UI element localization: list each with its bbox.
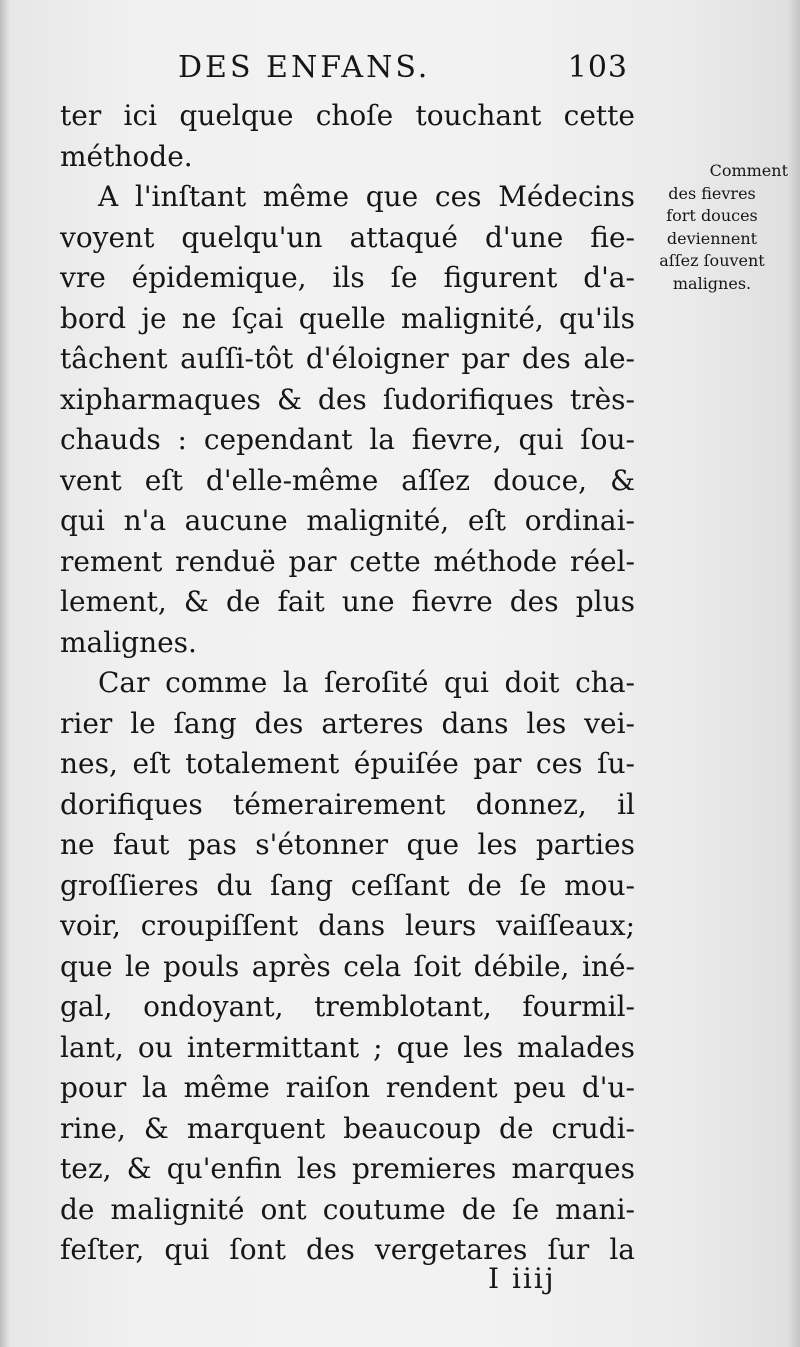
text-line: qui n'a aucune malignité, eſt ordinai- [60, 504, 635, 537]
signature-mark: I iiij [488, 1262, 556, 1295]
text-line: A l'inſtant même que ces Médecins [98, 180, 635, 213]
text-line: vent eſt d'elle-même aſſez douce, & [60, 463, 635, 497]
running-title: DES ENFANS. [178, 50, 431, 85]
text-line: gal, ondoyant, tremblotant, fourmil- [60, 990, 635, 1023]
text-line: bord je ne ſçai quelle malignité, qu'ils [60, 301, 635, 335]
text-line: voyent quelqu'un attaqué d'une fie- [60, 220, 635, 254]
text-line: nes, eſt totalement épuiſée par ces ſu- [60, 747, 635, 780]
text-line: pour la même raiſon rendent peu d'u- [60, 1071, 635, 1104]
text-line: groſſieres du ſang ceſſant de ſe mou- [60, 868, 635, 902]
margin-note [636, 160, 788, 295]
text-line: malignes. [60, 625, 197, 659]
text-line: méthode. [60, 139, 193, 173]
text-line: de malignité ont coutume de ſe mani- [60, 1192, 635, 1226]
text-line: que le pouls après cela ſoit débile, iné- [60, 949, 635, 983]
page-edge-shadow-left [0, 0, 10, 1347]
text-line: feſter, qui ſont des vergetares ſur la [60, 1233, 635, 1266]
margin-note-line: malignes. [672, 273, 752, 293]
text-line: Car comme la ſeroſité qui doit cha- [98, 666, 635, 699]
text-line: tez, & qu'enfin les premieres marques [60, 1152, 635, 1185]
page-number: 103 [567, 50, 628, 85]
running-header [178, 50, 628, 90]
text-line: rine, & marquent beaucoup de crudi- [60, 1111, 635, 1145]
text-line: lant, ou intermittant ; que les malades [60, 1030, 635, 1064]
text-line: ne faut pas s'étonner que les parties [60, 828, 635, 861]
text-line: voir, croupiſſent dans leurs vaiſſeaux; [60, 909, 635, 942]
text-line: dorifiques témerairement donnez, il [60, 787, 635, 821]
text-line: vre épidemique, ils ſe figurent d'a- [60, 261, 635, 294]
page-edge-shadow-right [788, 0, 800, 1347]
margin-note-line: fort douces [666, 206, 758, 225]
text-line: chauds : cependant la fievre, qui ſou- [60, 423, 635, 456]
text-line: tâchent auſſi-tôt d'éloigner par des ale- [60, 342, 635, 375]
text-line: xipharmaques & des ſudorifiques très- [60, 382, 635, 416]
text-line: ter ici quelque choſe touchant cette [60, 99, 635, 132]
margin-note-line: deviennent [666, 228, 758, 248]
body-text [60, 96, 635, 1271]
text-line: rier le ſang des arteres dans les vei- [60, 706, 635, 740]
margin-note-line: des fievres [668, 183, 756, 203]
margin-note-line: Comment [709, 161, 788, 180]
margin-note-line: aſſez ſouvent [659, 251, 765, 270]
text-line: rement renduë par cette méthode réel- [60, 544, 635, 578]
text-line: lement, & de fait une fievre des plus [60, 585, 635, 618]
